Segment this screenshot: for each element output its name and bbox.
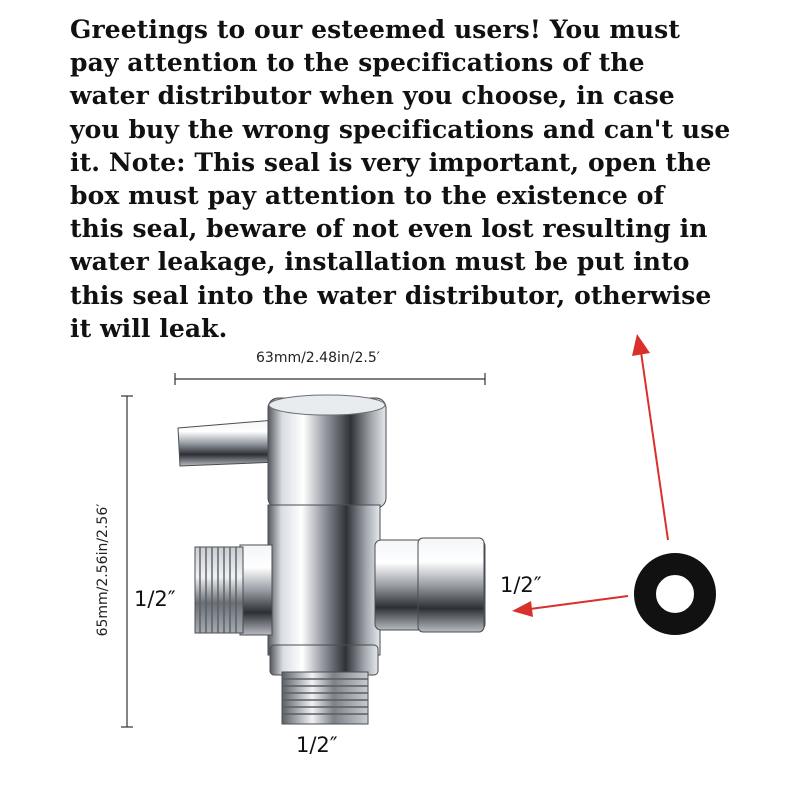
notice-line: it. Note: This seal is very important, open the [70,147,712,177]
height-dimension-line [121,396,133,727]
notice-line: Greetings to our esteemed users! You must [70,15,681,44]
notice-line: pay attention to the specifications of the [70,48,645,78]
notice-line: water leakage, installation must be put into [70,247,690,277]
right-port-label: 1/2″ [500,573,542,597]
width-dimension-label: 63mm/2.48in/2.5′ [256,350,380,366]
notice-line: this seal into the water distributor, otherwise [70,280,712,310]
notice-line: it will leak. [70,313,228,343]
arrow-up-icon [632,334,668,540]
notice-line: you buy the wrong specifications and can't use [70,114,731,144]
notice-line: box must pay attention to the existence of [70,181,665,211]
notice-line: water distributor when you choose, in case [70,81,675,111]
arrow-left-icon [512,596,628,617]
water-distributor-valve [178,395,485,724]
seal-ring-icon [645,564,705,624]
notice-line: this seal, beware of not even lost resulting in [70,214,708,244]
height-dimension-label: 65mm/2.56in/2.56′ [95,503,111,637]
left-port-label: 1/2″ [134,587,176,611]
bottom-port-label: 1/2″ [296,733,338,757]
width-dimension-line [175,373,485,385]
